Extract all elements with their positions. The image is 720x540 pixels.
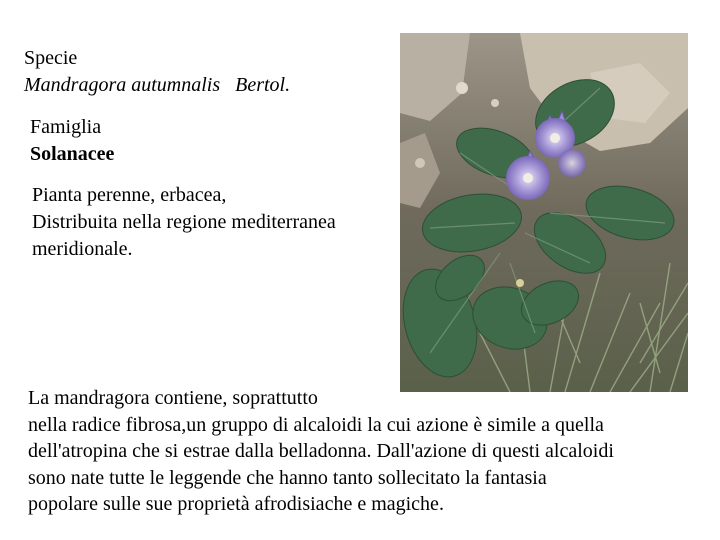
family-section bbox=[30, 114, 114, 168]
plant-photo bbox=[400, 33, 688, 392]
paragraph-line-5: popolare sulle sue proprietà afrodisiache e magiche. bbox=[28, 493, 444, 515]
description-section bbox=[32, 182, 336, 263]
paragraph-line-2: nella radice fibrosa,un gruppo di alcaloidi la cui azione è simile a quella bbox=[28, 413, 604, 436]
family-label: Famiglia bbox=[30, 116, 102, 138]
species-name: Mandragora autumnalis bbox=[24, 74, 221, 96]
species-label: Specie bbox=[24, 47, 78, 69]
body-paragraph bbox=[28, 385, 614, 518]
family-name: Solanacee bbox=[30, 143, 115, 165]
species-name-line bbox=[24, 72, 290, 99]
description-line-1: Pianta perenne, erbacea, bbox=[32, 184, 227, 206]
paragraph-line-1: La mandragora contiene, soprattutto bbox=[28, 387, 318, 409]
description-line-3: meridionale. bbox=[32, 238, 133, 260]
paragraph-line-3: dell'atropina che si estrae dalla belladonna. Dall'azione di questi alcaloidi bbox=[28, 440, 614, 462]
description-line-2: Distribuita nella regione mediterranea bbox=[32, 211, 336, 233]
species-author: Bertol. bbox=[235, 74, 291, 96]
paragraph-line-4: sono nate tutte le leggende che hanno tanto sollecitato la fantasia bbox=[28, 466, 547, 489]
plant-photo-illustration bbox=[400, 33, 688, 392]
species-section bbox=[24, 45, 290, 99]
